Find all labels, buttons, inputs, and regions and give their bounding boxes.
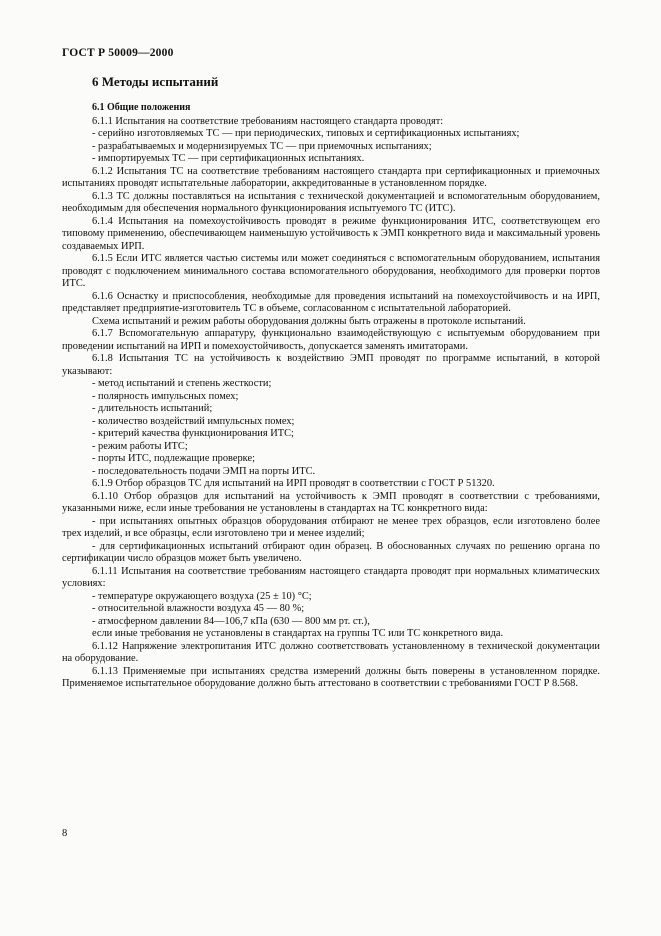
paragraph: 6.1.8 Испытания ТС на устойчивость к воздействию ЭМП проводят по программе испытаний, в которой указывают: [62, 353, 600, 377]
paragraph: 6.1.2 Испытания ТС на соответствие требованиям настоящего стандарта при сертификационных и приемочных испытаниях проводят испытательные лаборатории, аккредитованные в установленном порядке. [62, 165, 600, 190]
paragraph: 6.1.11 Испытания на соответствие требованиям настоящего стандарта проводят при нормальных климатических условиях: [62, 565, 600, 590]
document-header: ГОСТ Р 50009—2000 [62, 47, 174, 59]
page-content [62, 74, 600, 691]
paragraph: - импортируемых ТС — при сертификационных испытаниях. [92, 153, 365, 165]
section-title: 6 Методы испытаний [92, 74, 219, 89]
paragraph: 6.1.1 Испытания на соответствие требованиям настоящего стандарта проводят: [92, 115, 444, 127]
list-item: - критерий качества функционирования ИТС; [92, 428, 294, 440]
paragraph: 6.1.9 Отбор образцов ТС для испытаний на ИРП проводят в соответствии с ГОСТ Р 51320. [92, 478, 495, 490]
list-item: - метод испытаний и степень жесткости; [92, 378, 272, 390]
paragraph: - для сертификационных испытаний отбирают один образец. В обоснованных случаях по решению органа по сертификации число образцов может быть увеличено. [62, 540, 600, 565]
paragraph: - относительной влажности воздуха 45 — 80 %; [92, 603, 305, 615]
paragraph: - разрабатываемых и модернизируемых ТС — при приемочных испытаниях; [92, 140, 432, 152]
paragraph: 6.1.4 Испытания на помехоустойчивость проводят в режиме функционирования ИТС, соответствующем его типовому применению, обеспечивающем наименьшую устойчивость к ЭМП конкретного вида и максимальный уровень создаваемых ИРП. [62, 215, 600, 252]
paragraph: 6.1.12 Напряжение электропитания ИТС должно соответствовать установленному в технической документации на оборудование. [62, 640, 600, 665]
paragraph: 6.1.6 Оснастку и приспособления, необходимые для проведения испытаний на помехоустойчивость и на ИРП, представляет предприятие-изготовитель ТС в объеме, согласованном с испытательной лабораторией. [62, 290, 600, 315]
list-item: - последовательность подачи ЭМП на порты ИТС. [92, 465, 316, 477]
paragraph: - серийно изготовляемых ТС — при периодических, типовых и сертификационных испытаниях; [92, 128, 520, 140]
list-item: - количество воздействий импульсных помех; [92, 415, 295, 427]
list-item: - полярность импульсных помех; [92, 390, 239, 402]
list-item: - порты ИТС, подлежащие проверке; [92, 453, 255, 465]
paragraph: - температуре окружающего воздуха (25 ± 10) °С; [92, 590, 312, 602]
list-item: - длительность испытаний; [92, 403, 213, 415]
paragraph: 6.1.5 Если ИТС является частью системы или может соединяться с вспомогательным оборудованием, испытания проводят с подключением минимального состава вспомогательного оборудования, необходимого для проверки портов ИТС. [62, 253, 600, 290]
page-number: 8 [62, 828, 68, 839]
paragraph: - при испытаниях опытных образцов оборудования отбирают не менее трех образцов, если изготовлено более трех изделий, и все образцы, если изготовлено три и менее изделий; [62, 515, 600, 540]
list-item: - режим работы ИТС; [92, 440, 188, 452]
body-text [62, 116, 600, 691]
paragraph: 6.1.7 Вспомогательную аппаратуру, функционально взаимодействующую с испытуемым оборудованием при проведении испытаний на ИРП и помехоустойчивость, допускается заменять имитаторами. [62, 328, 600, 352]
paragraph: 6.1.13 Применяемые при испытаниях средства измерений должны быть поверены в установленном порядке. Применяемое испытательное оборудование должно быть аттестовано в соответствии с требованиями ГОСТ Р 8.568. [62, 665, 600, 690]
paragraph: если иные требования не установлены в стандартах на группы ТС или ТС конкретного вида. [92, 628, 504, 640]
paragraph: 6.1.10 Отбор образцов для испытаний на устойчивость к ЭМП проводят в соответствии с требованиями, указанными ниже, если иные требования не установлены в стандартах на ТС конкретного вида: [62, 490, 600, 515]
paragraph: Схема испытаний и режим работы оборудования должны быть отражены в протоколе испытаний. [92, 315, 526, 327]
paragraph: 6.1.3 ТС должны поставляться на испытания с технической документацией и вспомогательным оборудованием, необходимым для обеспечения нормального функционирования испытуемого ТС (ИТС). [62, 190, 600, 215]
paragraph: - атмосферном давлении 84—106,7 кПа (630 — 800 мм рт. ст.), [92, 615, 370, 627]
subsection-title: 6.1 Общие положения [92, 102, 191, 113]
